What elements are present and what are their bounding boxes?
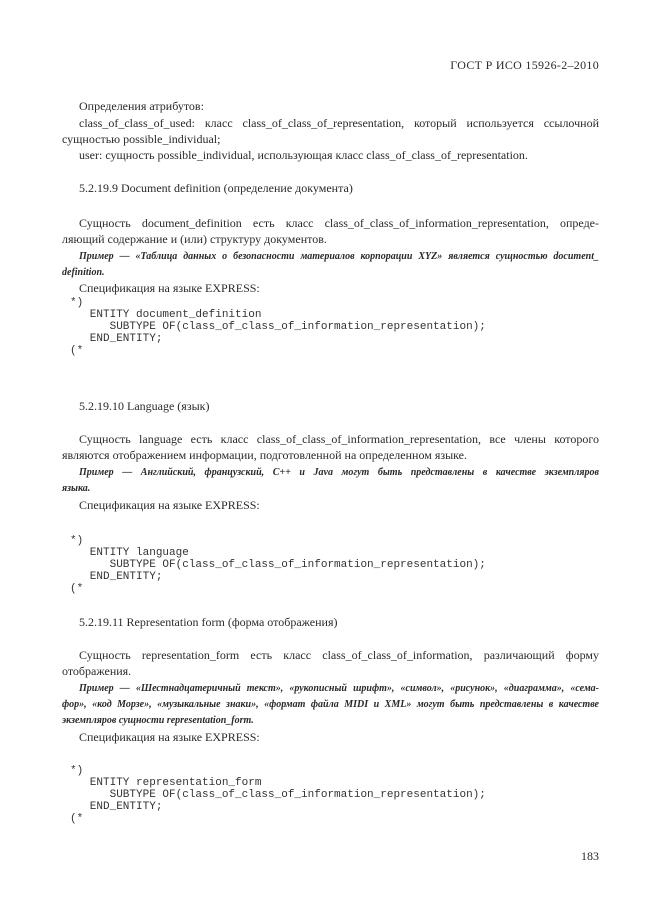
- paragraph-line: Сущность language есть класс class_of_class_of_information_representation, все члены которого: [79, 432, 599, 446]
- attribute-definition-line: сущностью possible_individual;: [62, 132, 221, 146]
- example-line: Пример — Английский, французский, С++ и Java могут быть представлены в качестве экземпляров: [79, 467, 599, 478]
- paragraph-line: Сущность representation_form есть класс class_of_class_of_information, различающий форму: [79, 648, 599, 662]
- express-code-block: [70, 297, 486, 357]
- code-line: SUBTYPE OF(class_of_class_of_information_representation);: [70, 559, 486, 571]
- express-spec-label: Спецификация на языке EXPRESS:: [79, 730, 260, 744]
- paragraph-line: отображения.: [62, 664, 132, 678]
- code-line: *): [70, 765, 84, 777]
- paragraph-line: Сущность document_definition есть класс class_of_class_of_information_representation, опреде-: [79, 216, 599, 230]
- attribute-definition-line: user: сущность possible_individual, использующая класс class_of_class_of_representation.: [79, 148, 528, 162]
- express-code-block: [70, 765, 486, 825]
- example-line: фор», «код Морзе», «музыкальные знаки», «формат файла MIDI и XML» могут быть представлены в качестве: [62, 699, 599, 710]
- code-line: ENTITY language: [70, 547, 189, 559]
- code-line: END_ENTITY;: [70, 801, 163, 813]
- section-heading: 5.2.19.9 Document definition (определение документа): [79, 181, 353, 195]
- page-number: 183: [581, 849, 599, 863]
- example-line: экземпляров сущности representation_form.: [62, 715, 254, 726]
- example-line: definition.: [62, 267, 105, 278]
- example-line: Пример — «Таблица данных о безопасности материалов корпорации XYZ» является сущностью document_: [79, 251, 599, 262]
- document-id: ГОСТ Р ИСО 15926-2–2010: [450, 58, 599, 72]
- code-line: END_ENTITY;: [70, 571, 163, 583]
- code-line: END_ENTITY;: [70, 333, 163, 345]
- express-spec-label: Спецификация на языке EXPRESS:: [79, 281, 260, 295]
- attribute-definition-line: class_of_class_of_used: класс class_of_class_of_representation, который используется ссылочной: [79, 116, 599, 130]
- code-line: *): [70, 297, 84, 309]
- paragraph-line: ляющий содержание и (или) структуру документов.: [62, 232, 327, 246]
- code-line: ENTITY document_definition: [70, 309, 262, 321]
- code-line: SUBTYPE OF(class_of_class_of_information_representation);: [70, 321, 486, 333]
- code-line: SUBTYPE OF(class_of_class_of_information_representation);: [70, 789, 486, 801]
- code-line: *): [70, 535, 84, 547]
- code-line: ENTITY representation_form: [70, 777, 262, 789]
- code-line: (*: [70, 813, 84, 825]
- example-line: Пример — «Шестнадцатеричный текст», «рукописный шрифт», «символ», «рисунок», «диаграмма», «сема-: [79, 683, 599, 694]
- attributes-title: Определения атрибутов:: [79, 99, 204, 113]
- section-heading: 5.2.19.11 Representation form (форма отображения): [79, 615, 338, 629]
- paragraph-line: являются отображением информации, подготовленной на определенном языке.: [62, 448, 467, 462]
- express-spec-label: Спецификация на языке EXPRESS:: [79, 498, 260, 512]
- section-heading: 5.2.19.10 Language (язык): [79, 399, 210, 413]
- express-code-block: [70, 535, 486, 595]
- example-line: языка.: [62, 483, 91, 494]
- code-line: (*: [70, 345, 84, 357]
- code-line: (*: [70, 583, 84, 595]
